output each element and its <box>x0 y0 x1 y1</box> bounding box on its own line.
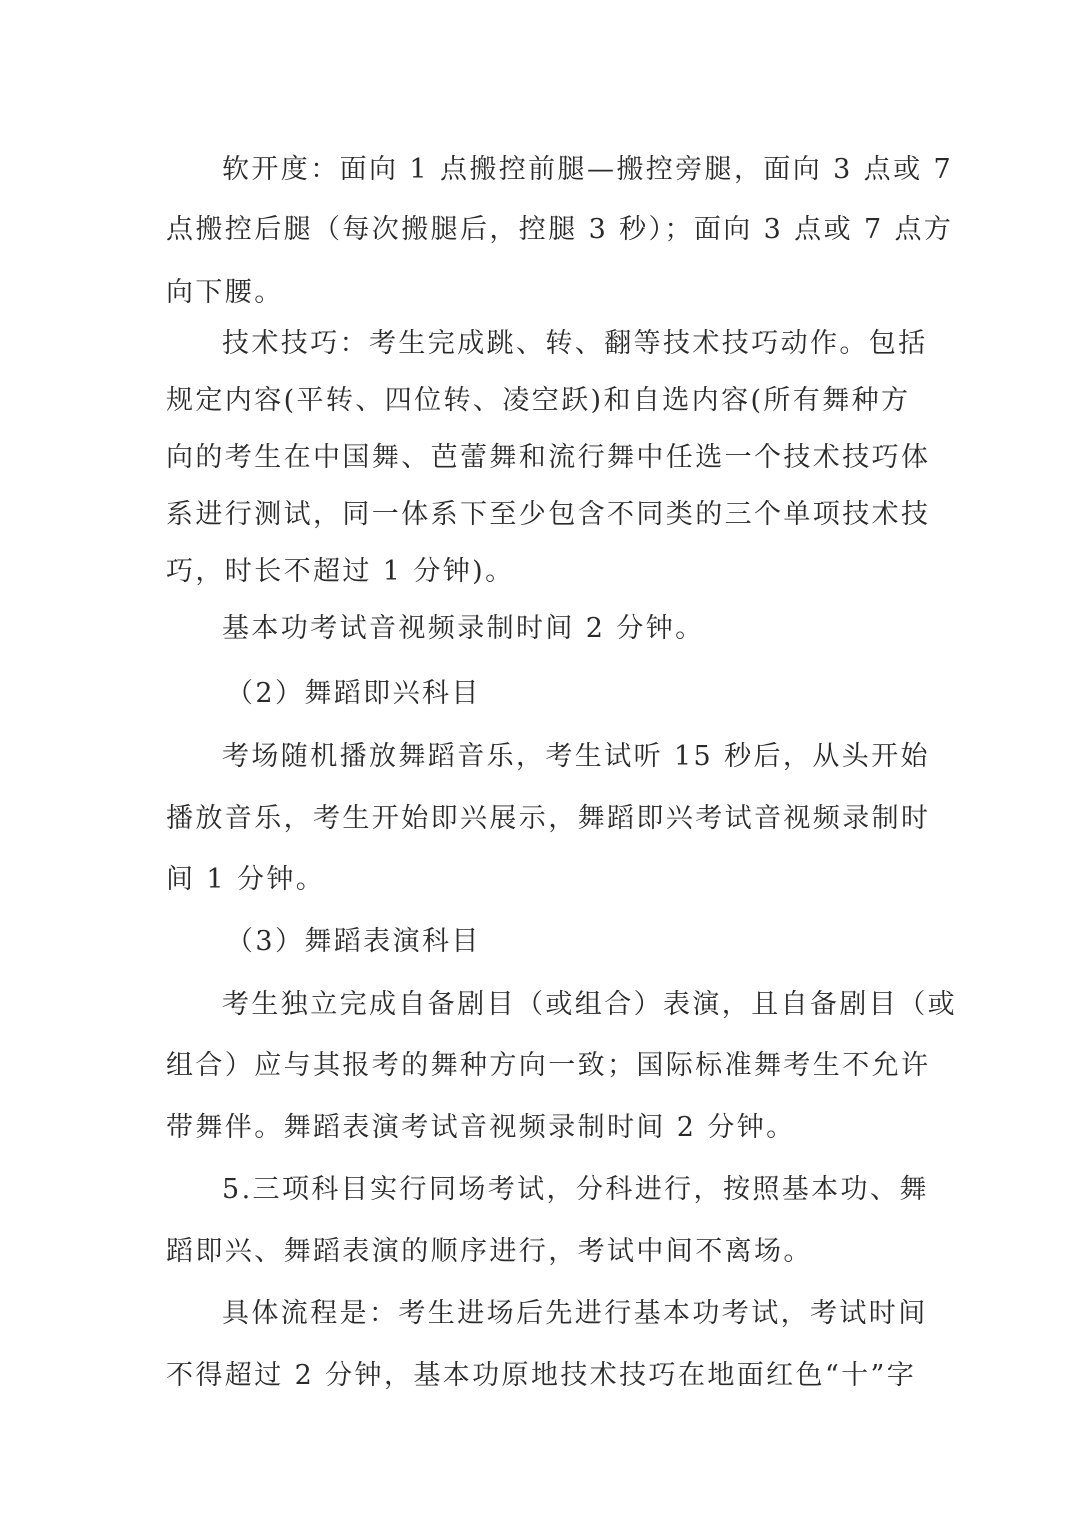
text-line: 规定内容(平转、四位转、凌空跃)和自选内容(所有舞种方 <box>166 385 911 416</box>
text-line: 向的考生在中国舞、芭蕾舞和流行舞中任选一个技术技巧体 <box>166 442 931 473</box>
text-line: 点搬控后腿（每次搬腿后，控腿 3 秒）；面向 3 点或 7 点方 <box>166 214 954 245</box>
text-line: 带舞伴。舞蹈表演考试音视频录制时间 2 分钟。 <box>166 1112 796 1143</box>
text-line: 考生独立完成自备剧目（或组合）表演，且自备剧目（或 <box>222 989 957 1020</box>
text-line: 基本功考试音视频录制时间 2 分钟。 <box>222 613 705 644</box>
section-heading: （2）舞蹈即兴科目 <box>226 678 481 709</box>
text-line: 播放音乐，考生开始即兴展示，舞蹈即兴考试音视频录制时 <box>166 803 931 834</box>
text-line: 系进行测试，同一体系下至少包含不同类的三个单项技术技 <box>166 499 931 530</box>
text-line: 组合）应与其报考的舞种方向一致；国际标准舞考生不允许 <box>166 1050 931 1081</box>
section-heading: （3）舞蹈表演科目 <box>226 926 481 957</box>
text-line: 软开度：面向 1 点搬控前腿—搬控旁腿，面向 3 点或 7 <box>222 154 954 185</box>
text-line: 考场随机播放舞蹈音乐，考生试听 15 秒后，从头开始 <box>222 741 930 772</box>
text-line: 具体流程是：考生进场后先进行基本功考试，考试时间 <box>222 1298 928 1329</box>
text-line: 巧，时长不超过 1 分钟)。 <box>166 556 515 587</box>
text-line: 5.三项科目实行同场考试，分科进行，按照基本功、舞 <box>222 1174 929 1205</box>
text-line: 技术技巧：考生完成跳、转、翻等技术技巧动作。包括 <box>222 328 928 359</box>
text-line: 向下腰。 <box>166 277 284 308</box>
text-line: 间 1 分钟。 <box>166 864 326 895</box>
text-line: 不得超过 2 分钟，基本功原地技术技巧在地面红色“十”字 <box>166 1360 917 1391</box>
text-line: 蹈即兴、舞蹈表演的顺序进行，考试中间不离场。 <box>166 1236 813 1267</box>
